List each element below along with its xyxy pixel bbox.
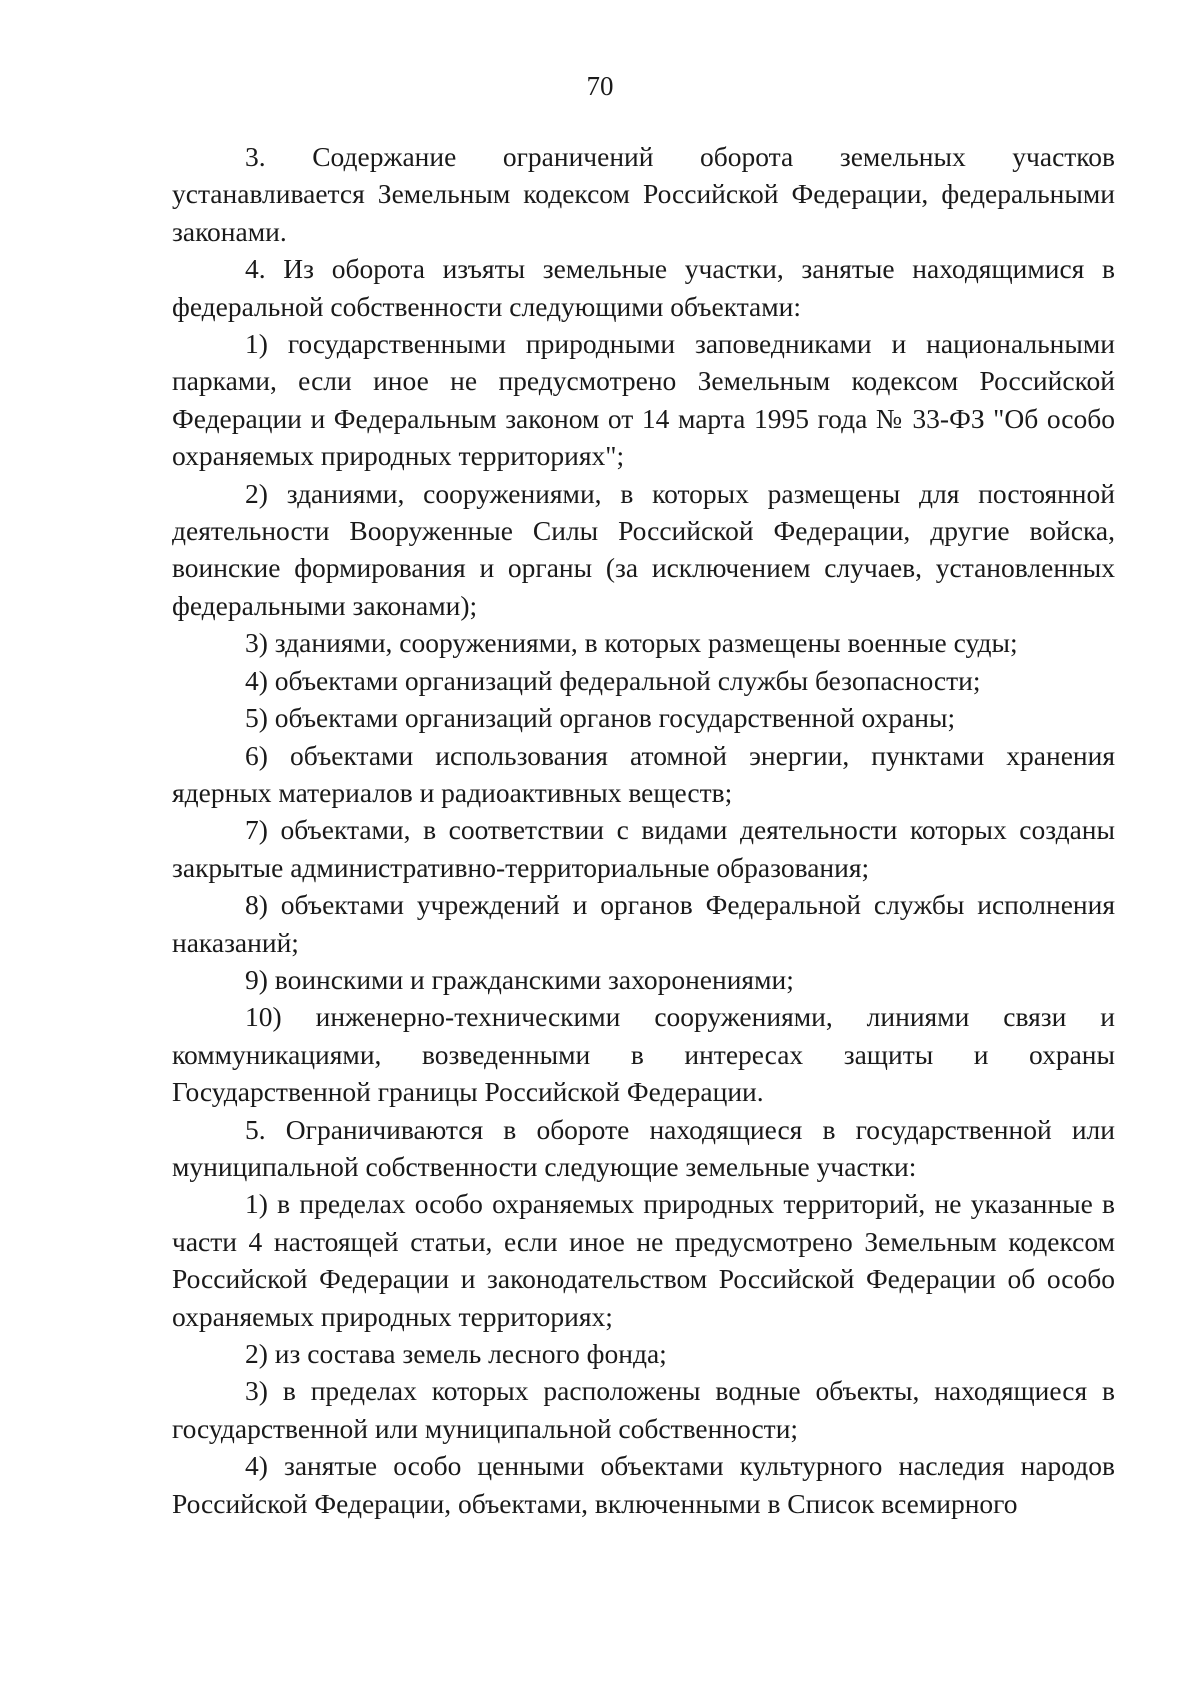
paragraph-5-restricted-lands: 5. Ограничиваются в обороте находящиеся в государственной или муниципальной собственности следующие земельные участки: [172, 1113, 1115, 1182]
paragraph-4-withdrawn-lands: 4. Из оборота изъяты земельные участки, занятые находящимися в федеральной собственности следующими объектами: [172, 253, 1115, 322]
list-item-5-1: 1) в пределах особо охраняемых природных территорий, не указанные в части 4 настоящей статьи, если иное не предусмотрено Земельным кодексом Российской Федерации и законодательством Российской Федерации об особо охраняемых природных территориях; [172, 1188, 1115, 1332]
list-item-5-2: 2) из состава земель лесного фонда; [245, 1338, 667, 1369]
list-item-4-8: 8) объектами учреждений и органов Федеральной службы исполнения наказаний; [172, 889, 1115, 958]
list-item-4-1: 1) государственными природными заповедниками и национальными парками, если иное не предусмотрено Земельным кодексом Российской Федерации и Федеральным законом от 14 марта 1995 года № 33-ФЗ "Об особо охраняемых природных территориях"; [172, 328, 1115, 472]
page-number: 70 [586, 71, 614, 101]
list-item-4-3: 3) зданиями, сооружениями, в которых размещены военные суды; [245, 627, 1018, 659]
list-item-4-5: 5) объектами организаций органов государственной охраны; [245, 702, 956, 734]
paragraph-3-restrictions-content: 3. Содержание ограничений оборота земельных участков устанавливается Земельным кодексом Российской Федерации, федеральными законами. [172, 141, 1115, 247]
list-item-4-7: 7) объектами, в соответствии с видами деятельности которых созданы закрытые административно-территориальные образования; [172, 814, 1115, 883]
list-item-4-2: 2) зданиями, сооружениями, в которых размещены для постоянной деятельности Вооруженные Силы Российской Федерации, другие войска, воинские формирования и органы (за исключением случаев, установленных федеральными законами); [172, 477, 1115, 621]
list-item-4-9: 9) воинскими и гражданскими захоронениями; [245, 963, 794, 995]
list-item-4-6: 6) объектами использования атомной энергии, пунктами хранения ядерных материалов и радиоактивных веществ; [172, 739, 1115, 808]
list-item-5-4: 4) занятые особо ценными объектами культурного наследия народов Российской Федерации, объектами, включенными в Список всемирного [172, 1450, 1115, 1519]
list-item-5-3: 3) в пределах которых расположены водные объекты, находящиеся в государственной или муниципальной собственности; [172, 1375, 1115, 1444]
document-body [172, 138, 1115, 1522]
list-item-4-4: 4) объектами организаций федеральной службы безопасности; [245, 664, 981, 696]
list-item-4-10: 10) инженерно-техническими сооружениями, линиями связи и коммуникациями, возведенными в интересах защиты и охраны Государственной границы Российской Федерации. [172, 1001, 1115, 1108]
